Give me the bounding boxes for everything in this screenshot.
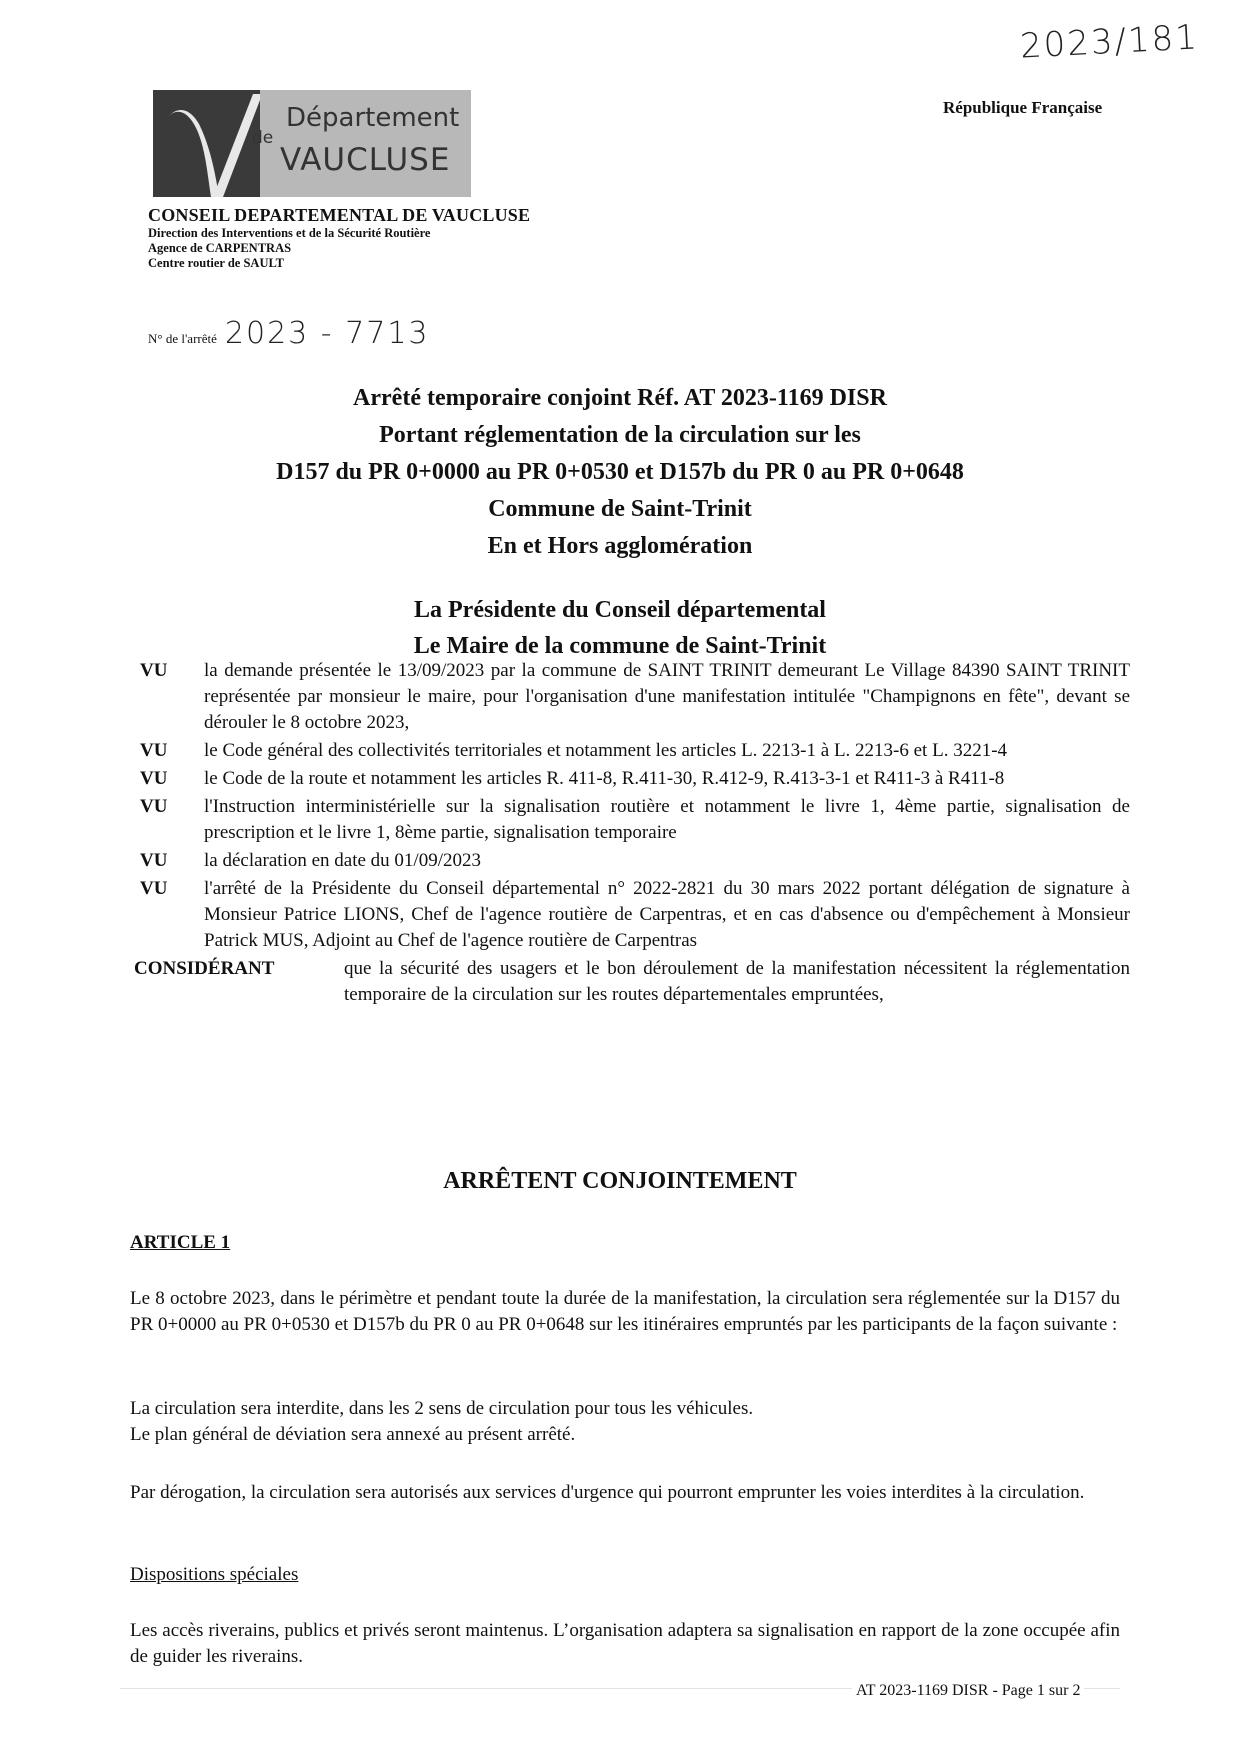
- vu-list: [134, 658, 1130, 1008]
- title-line-reference: Arrêté temporaire conjoint Réf. AT 2023-1169 DISR: [353, 385, 887, 411]
- authorities-block: [0, 592, 1240, 664]
- organization-block: [148, 205, 530, 271]
- article-1-derogation: Par dérogation, la circulation sera autorisés aux services d'urgence qui pourront emprunter les voies interdites à la circulation.: [130, 1482, 1085, 1503]
- handwritten-registry-number: 2023/181: [1019, 17, 1200, 67]
- logo-vaucluse: VAUCLUSE: [280, 142, 451, 178]
- article-1-deviation: Le plan général de déviation sera annexé au présent arrêté.: [130, 1424, 576, 1445]
- logo-text-panel: [252, 90, 471, 197]
- organization-direction: Direction des Interventions et de la Sécurité Routière: [148, 226, 431, 240]
- document-title-block: [0, 380, 1240, 565]
- organization-agency: Agence de CARPENTRAS: [148, 241, 292, 255]
- vu-key: VU: [140, 660, 168, 681]
- logo-departement: Département: [286, 103, 460, 133]
- authority-president: La Présidente du Conseil départemental: [414, 597, 826, 623]
- vu-item: [140, 876, 1130, 954]
- considerant-item: [134, 956, 1130, 1008]
- logo-de: de: [252, 128, 274, 148]
- vu-item: [140, 794, 1130, 846]
- title-line-roads: D157 du PR 0+0000 au PR 0+0530 et D157b du PR 0 au PR 0+0648: [276, 459, 964, 485]
- title-line-commune: Commune de Saint-Trinit: [488, 496, 752, 522]
- vu-key: VU: [140, 850, 168, 871]
- vu-key: VU: [140, 768, 168, 789]
- arrete-number-value: 2023 - 7713: [224, 316, 430, 351]
- vu-item: [140, 658, 1130, 736]
- special-provisions-text: Les accès riverains, publics et privés seront maintenus. L’organisation adaptera sa signalisation en rapport de la zone occupée afin de guider les riverains.: [130, 1620, 1120, 1667]
- authority-mayor: Le Maire de la commune de Saint-Trinit: [413, 633, 827, 659]
- vu-item: [140, 848, 1130, 874]
- vu-text: l'Instruction interministérielle sur la signalisation routière et notamment le livre 1, 4ème partie, signalisation de prescription et le livre 1, 8ème partie, signalisation temporaire: [204, 796, 1130, 843]
- vu-item: [140, 766, 1130, 792]
- considerant-key: CONSIDÉRANT: [134, 958, 275, 979]
- article-1-closure: La circulation sera interdite, dans les 2 sens de circulation pour tous les véhicules.: [130, 1398, 754, 1419]
- vu-text: le Code de la route et notamment les articles R. 411-8, R.411-30, R.412-9, R.413-3-1 et R411-3 à R411-8: [204, 768, 1005, 789]
- title-line-agglomeration: En et Hors agglomération: [487, 533, 753, 559]
- vaucluse-logo: [153, 90, 471, 197]
- vu-text: la demande présentée le 13/09/2023 par la commune de SAINT TRINIT demeurant Le Village 84390 SAINT TRINIT représentée par monsieur le maire, pour l'organisation d'une manifestation intitulée "Champignons en fête", devant se dérouler le 8 octobre 2023,: [204, 660, 1130, 733]
- vu-key: VU: [140, 796, 168, 817]
- v-emblem-icon: [153, 90, 260, 197]
- article-1-heading: ARTICLE 1: [130, 1232, 231, 1253]
- article-1-paragraph-scope: Le 8 octobre 2023, dans le périmètre et pendant toute la durée de la manifestation, la circulation sera réglementée sur la D157 du PR 0+0000 au PR 0+0530 et D157b du PR 0 au PR 0+0648 sur les itinéraires empruntés par les participants de la façon suivante :: [130, 1288, 1120, 1335]
- decision-heading: ARRÊTENT CONJOINTEMENT: [443, 1168, 797, 1194]
- organization-title: CONSEIL DEPARTEMENTAL DE VAUCLUSE: [148, 205, 531, 225]
- vu-text: la déclaration en date du 01/09/2023: [204, 850, 481, 871]
- vu-text: le Code général des collectivités territoriales et notamment les articles L. 2213-1 à L. 2213-6 et L. 3221-4: [204, 740, 1008, 761]
- article-1-restrictions: [130, 1396, 1120, 1448]
- vu-text: l'arrêté de la Présidente du Conseil départemental n° 2022-2821 du 30 mars 2022 portant délégation de signature à Monsieur Patrice LIONS, Chef de l'agence routière de Carpentras, et en cas d'absence ou d'empêchement à Monsieur Patrick MUS, Adjoint au Chef de l'agence routière de Carpentras: [204, 878, 1130, 951]
- arrete-number-label: N° de l'arrêté: [148, 331, 217, 346]
- organization-center: Centre routier de SAULT: [148, 256, 284, 270]
- page-footer: AT 2023-1169 DISR - Page 1 sur 2: [852, 1682, 1084, 1700]
- vu-item: [140, 738, 1130, 764]
- title-line-purpose: Portant réglementation de la circulation sur les: [379, 422, 861, 448]
- considerant-text: que la sécurité des usagers et le bon déroulement de la manifestation nécessitent la réglementation temporaire de la circulation sur les routes départementales empruntées,: [344, 958, 1130, 1005]
- vu-key: VU: [140, 740, 168, 761]
- special-provisions-heading: Dispositions spéciales: [130, 1564, 299, 1585]
- arrete-number: [148, 316, 430, 351]
- republique-francaise-label: République Française: [943, 98, 1103, 117]
- vu-key: VU: [140, 878, 168, 899]
